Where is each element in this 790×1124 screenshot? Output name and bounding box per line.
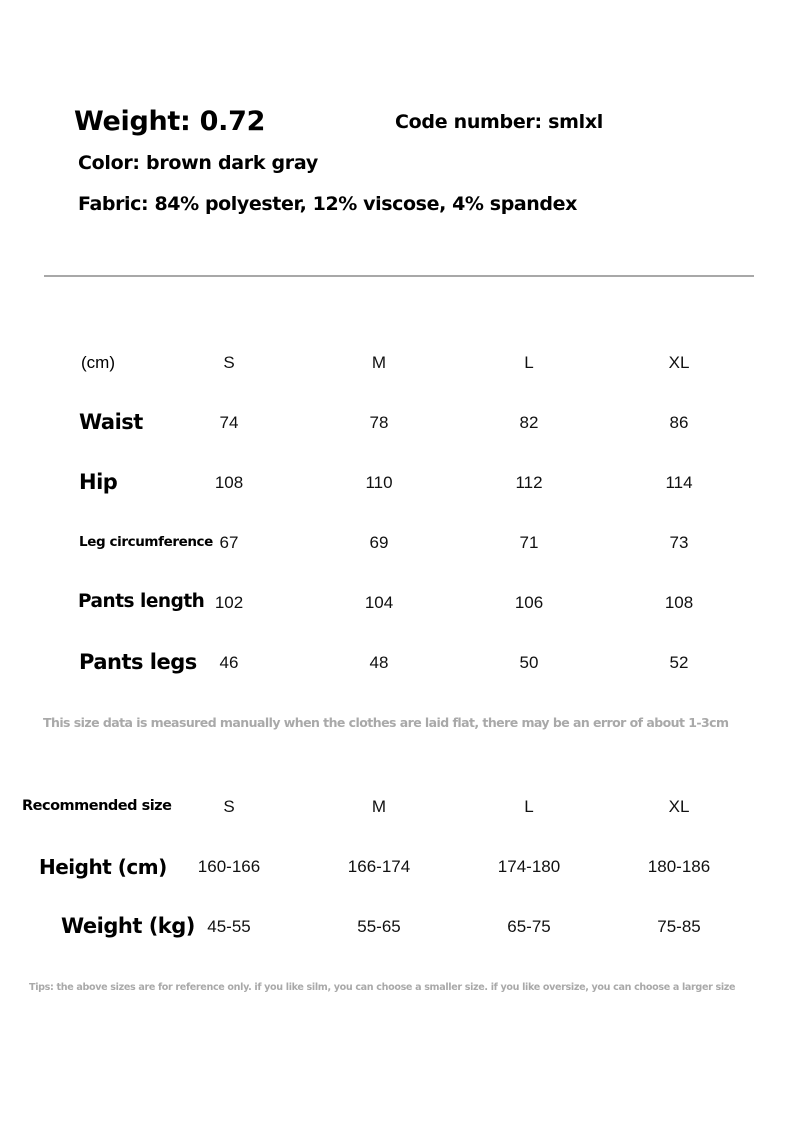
section-divider (44, 275, 754, 277)
table-cell: 82 (519, 413, 539, 432)
table-cell: 86 (669, 413, 689, 432)
table-cell: 160-166 (197, 857, 261, 876)
table-cell: 45-55 (207, 917, 251, 936)
table-cell: 48 (369, 653, 389, 672)
row-label-pants-legs: Pants legs (79, 650, 197, 674)
table-cell: 78 (369, 413, 389, 432)
row-label-height: Height (cm) (39, 855, 167, 879)
size-header-l: L (524, 353, 534, 372)
size-header-m: M (371, 797, 387, 816)
table-cell: 102 (214, 593, 244, 612)
table-cell: 71 (519, 533, 539, 552)
row-label-waist: Waist (79, 410, 143, 434)
table-cell: 65-75 (507, 917, 551, 936)
weight-text: Weight: 0.72 (74, 106, 266, 137)
table-cell: 114 (665, 473, 693, 492)
size-header-xl: XL (668, 353, 690, 372)
table-cell: 50 (519, 653, 539, 672)
table-cell: 104 (364, 593, 394, 612)
measurement-note: This size data is measured manually when the clothes are laid flat, there may be an error of about 1-3cm (43, 715, 729, 730)
table-cell: 74 (219, 413, 239, 432)
table-cell: 180-186 (647, 857, 711, 876)
row-label-pants-length: Pants length (78, 591, 205, 612)
size-header-xl: XL (668, 797, 690, 816)
table-cell: 112 (515, 473, 543, 492)
recommended-size-label: Recommended size (22, 798, 172, 814)
table-cell: 108 (664, 593, 694, 612)
size-header-s: S (223, 797, 235, 816)
unit-label: (cm) (81, 353, 115, 372)
size-header-m: M (371, 353, 387, 372)
table-cell: 174-180 (497, 857, 561, 876)
row-label-weight: Weight (kg) (61, 914, 195, 938)
table-cell: 69 (369, 533, 389, 552)
table-cell: 46 (219, 653, 239, 672)
table-cell: 106 (514, 593, 544, 612)
table-cell: 110 (365, 473, 393, 492)
tips-note: Tips: the above sizes are for reference only. if you like silm, you can choose a smaller size. if you like oversize, you can choose a larger size (29, 982, 736, 993)
table-cell: 55-65 (357, 917, 401, 936)
size-header-s: S (223, 353, 235, 372)
code-number-text: Code number: smlxl (395, 111, 604, 133)
table-cell: 108 (214, 473, 244, 492)
table-cell: 75-85 (657, 917, 701, 936)
row-label-hip: Hip (79, 470, 118, 494)
row-label-leg-circumference: Leg circumference (79, 534, 213, 550)
size-header-l: L (524, 797, 534, 816)
color-text: Color: brown dark gray (78, 152, 318, 174)
table-cell: 52 (669, 653, 689, 672)
table-cell: 166-174 (347, 857, 411, 876)
fabric-text: Fabric: 84% polyester, 12% viscose, 4% spandex (78, 193, 577, 215)
table-cell: 67 (219, 533, 239, 552)
table-cell: 73 (669, 533, 689, 552)
